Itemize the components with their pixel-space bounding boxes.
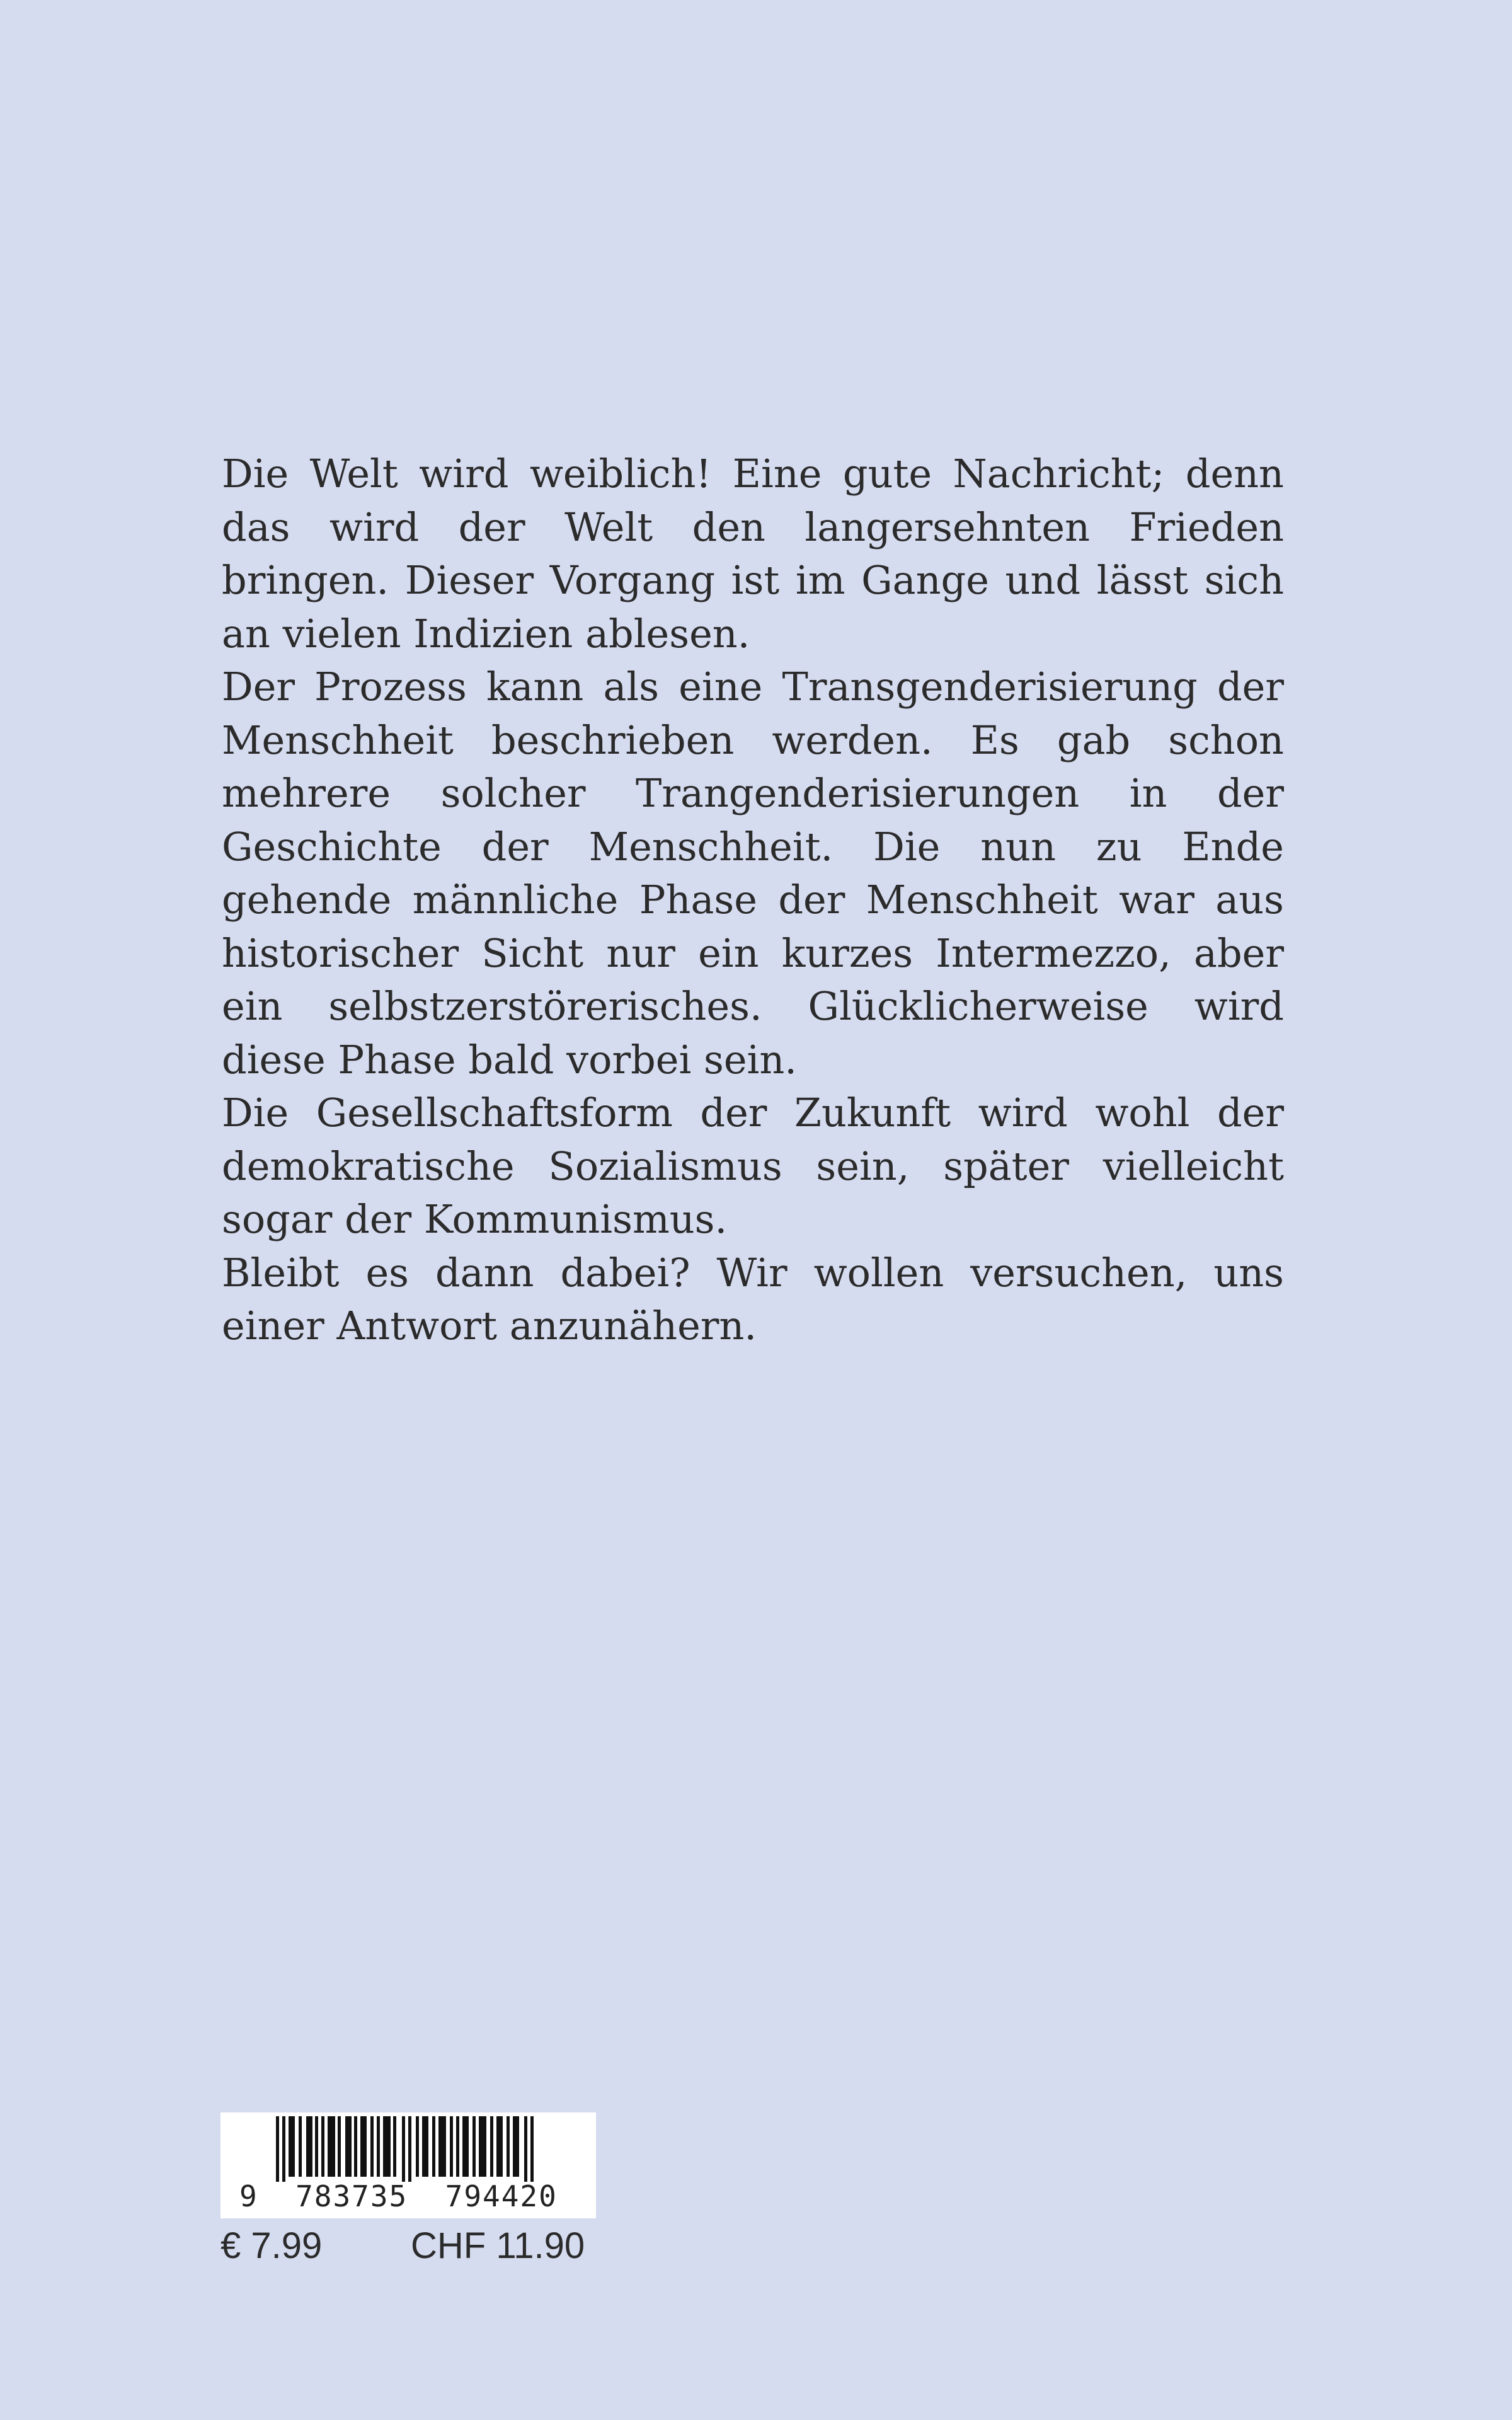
blurb-paragraph-4: Bleibt es dann dabei? Wir wollen versuchen, uns einer Antwort anzunähern. — [222, 1249, 1284, 1349]
price-line — [220, 2225, 598, 2269]
price-eur: € 7.99 — [220, 2225, 323, 2266]
back-cover-blurb — [222, 447, 1284, 1353]
blurb-paragraph-1: Die Welt wird weiblich! Eine gute Nachricht; denn das wird der Welt den langersehnten Frieden bringen. Dieser Vorgang ist im Gange und lässt sich an vielen Indizien ablesen. — [222, 451, 1284, 657]
blurb-paragraph-3: Die Gesellschaftsform der Zukunft wird wohl der demokratische Sozialismus sein, später vielleicht sogar der Kommunismus. — [222, 1090, 1284, 1242]
barcode-bars — [276, 2116, 541, 2182]
isbn-barcode — [220, 2112, 596, 2218]
isbn-number: 9 783735 794420 — [239, 2179, 558, 2213]
price-chf: CHF 11.90 — [411, 2225, 585, 2266]
blurb-paragraph-2: Der Prozess kann als eine Transgenderisierung der Menschheit beschrieben werden. Es gab schon mehrere solcher Trangenderisierungen in der Geschichte der Menschheit. Die nun zu Ende gehende männliche Phase der Menschheit war aus historischer Sicht nur ein kurzes Intermezzo, aber ein selbstzerstörerisches. Glücklicherweise wird diese Phase bald vorbei sein. — [222, 664, 1284, 1083]
